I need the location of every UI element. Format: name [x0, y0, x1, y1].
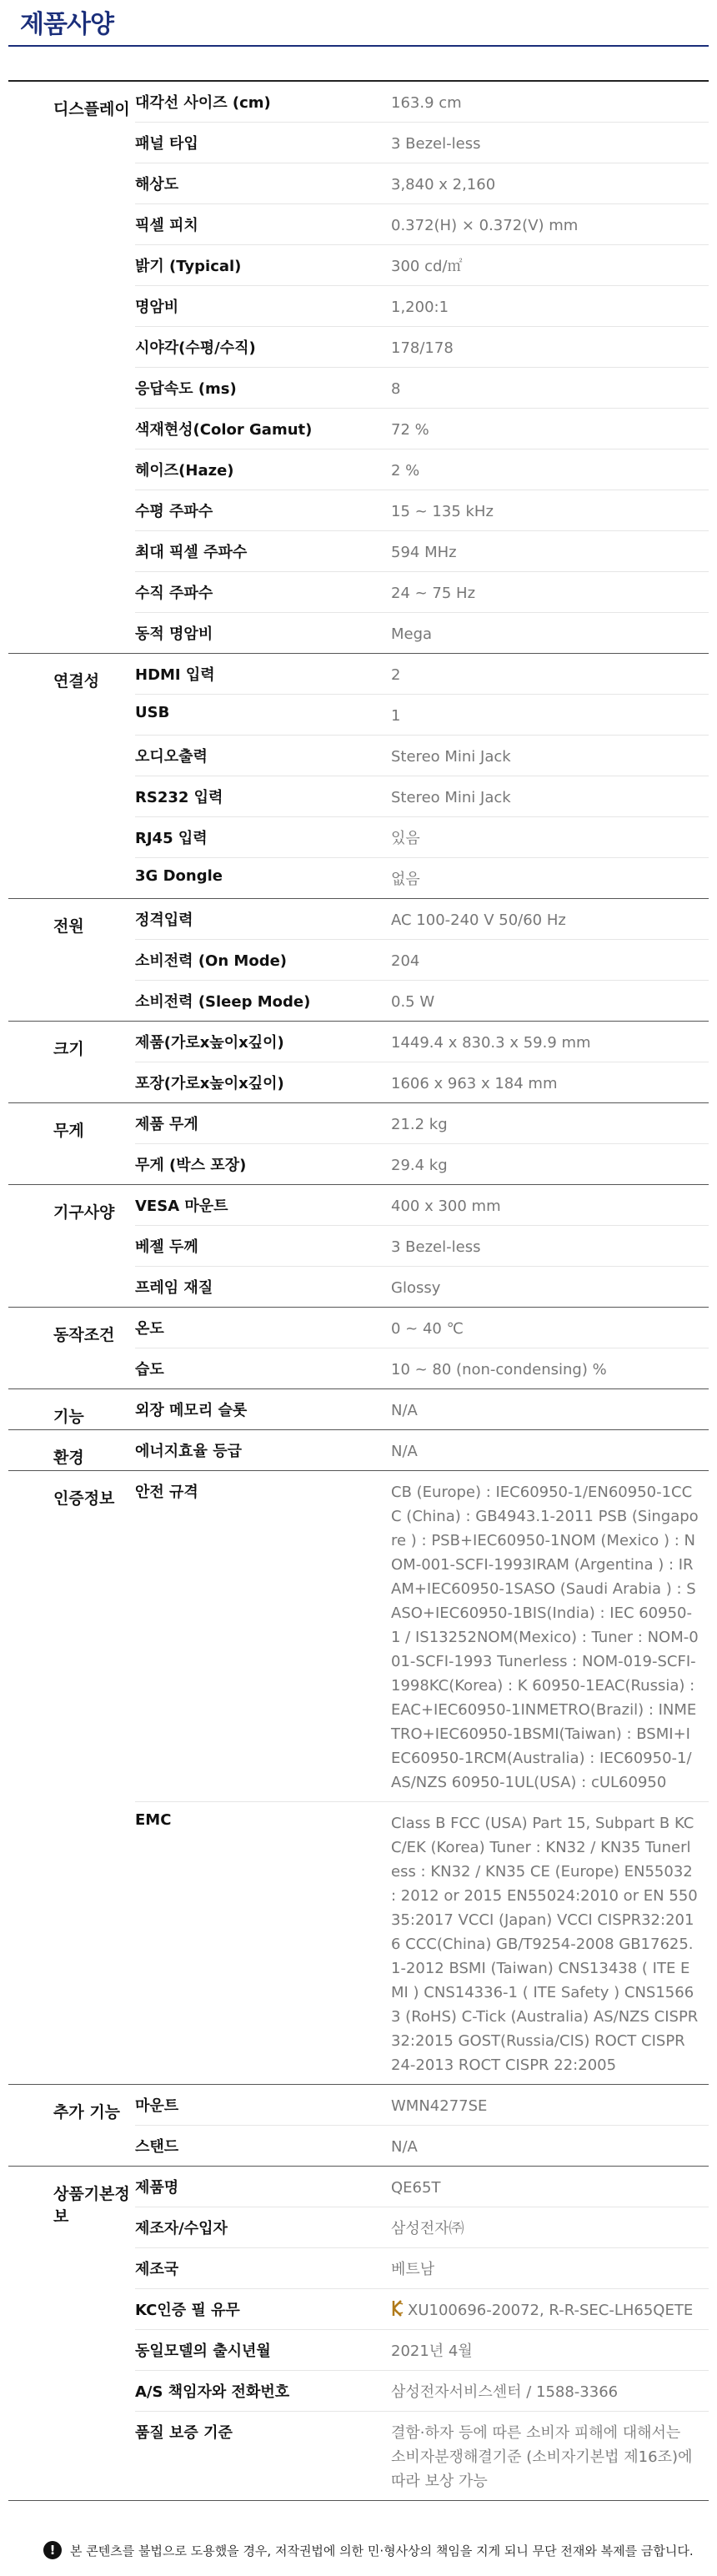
spec-value: Stereo Mini Jack: [391, 748, 511, 766]
copyright-text: 본 콘텐츠를 불법으로 도용했을 경우, 저작권법에 의한 민·형사상의 책임을 지게 되니 무단 전재와 복제를 금합니다.: [70, 2543, 694, 2558]
spec-row: [135, 1267, 709, 1307]
spec-label: 소비전력 (On Mode): [135, 952, 288, 970]
spec-value-cell: [391, 940, 709, 980]
spec-value-cell: [391, 163, 709, 203]
spec-row: [135, 2167, 709, 2207]
spec-label: 밝기 (Typical): [135, 258, 242, 275]
spec-value: 24 ~ 75 Hz: [391, 585, 476, 602]
spec-value: 15 ~ 135 kHz: [391, 503, 494, 520]
spec-value: 삼성전자㈜: [391, 2220, 464, 2237]
spec-row: [135, 1348, 709, 1388]
spec-label: USB: [135, 704, 170, 721]
spec-rows: [135, 899, 709, 1021]
spec-value: Mega: [391, 625, 433, 643]
spec-label: 대각선 사이즈 (cm): [135, 94, 271, 112]
spec-value: Class B FCC (USA) Part 15, Subpart B KCC/EK (Korea) Tuner : KN32 / KN35 Tunerless : KN32 / KN35 CE (Europe) EN55032 : 2012 or 2015 EN55024:2010 or EN 55035:2017 VCCI (Japan) VCCI CISPR32:2016 CCC(China) GB/T9254-2008 GB17625.1-2012 BSMI (Taiwan) CNS13438 ( ITE EMI ) CNS14336-1 ( ITE Safety ) CNS15663 (RoHS) C-Tick (Australia) AS/NZS CISPR32:2015 GOST(Russia/CIS) ROCT CISPR 24-2013 ROCT CISPR 22:2005: [391, 1815, 699, 2074]
spec-label: 온도: [135, 1320, 164, 1338]
copyright-notice: [0, 2541, 717, 2559]
page-title: 제품사양: [8, 0, 709, 47]
spec-value: 3,840 x 2,160: [391, 176, 496, 193]
spec-value: 1: [391, 707, 401, 725]
spec-value-cell: [391, 123, 709, 163]
spec-row: [135, 327, 709, 368]
spec-value: 204: [391, 952, 420, 970]
spec-rows: [135, 1430, 709, 1470]
spec-rows: [135, 1389, 709, 1429]
spec-row: [135, 572, 709, 613]
spec-label: 외장 메모리 슬롯: [135, 1402, 248, 1419]
spec-value: 21.2 kg: [391, 1116, 448, 1133]
spec-row: [135, 776, 709, 817]
spec-row: [135, 695, 709, 736]
spec-row: [135, 1062, 709, 1102]
spec-value: 1449.4 x 830.3 x 59.9 mm: [391, 1034, 591, 1052]
spec-row: [135, 531, 709, 572]
spec-group: [8, 2085, 709, 2167]
spec-value-cell: [391, 2289, 709, 2329]
spec-rows: [135, 2167, 709, 2500]
spec-group-name: 환경: [53, 1449, 84, 1467]
spec-value: QE65T: [391, 2179, 441, 2197]
spec-row: [135, 82, 709, 123]
spec-label: 마운트: [135, 2097, 179, 2115]
spec-value-cell: [391, 695, 709, 735]
spec-row: [135, 940, 709, 981]
spec-rows: [135, 1308, 709, 1388]
spec-value-cell: [391, 1103, 709, 1143]
spec-label: 오디오출력: [135, 748, 208, 766]
spec-label: 무게 (박스 포장): [135, 1157, 247, 1174]
spec-value: Stereo Mini Jack: [391, 789, 511, 806]
spec-label: 품질 보증 기준: [135, 2424, 233, 2442]
spec-label: HDMI 입력: [135, 666, 215, 684]
spec-group: [8, 1430, 709, 1471]
spec-value-cell: [391, 654, 709, 694]
spec-value-cell: [391, 2167, 709, 2207]
spec-value: N/A: [391, 2138, 418, 2156]
spec-value: 0 ~ 40 ℃: [391, 1320, 464, 1338]
spec-group-name: 전원: [53, 917, 84, 936]
spec-label: 제품 무게: [135, 1116, 198, 1133]
spec-row: [135, 613, 709, 653]
spec-row: [135, 1185, 709, 1226]
spec-value-cell: [391, 1226, 709, 1266]
spec-row: [135, 2412, 709, 2500]
spec-value: 있음: [391, 830, 420, 847]
spec-value-cell: [391, 1267, 709, 1307]
spec-value: 베트남: [391, 2261, 435, 2278]
spec-row: [135, 368, 709, 409]
spec-value: 1,200:1: [391, 299, 449, 316]
spec-value-cell: [391, 817, 709, 857]
spec-value: 29.4 kg: [391, 1157, 448, 1174]
spec-value-cell: [391, 2085, 709, 2125]
spec-label: 제조자/수입자: [135, 2220, 228, 2237]
spec-group: [8, 1389, 709, 1430]
spec-group-name: 상품기본정보: [53, 2185, 130, 2226]
spec-group-name: 기능: [53, 1408, 84, 1426]
spec-value: 없음: [391, 871, 420, 888]
spec-value-cell: [391, 327, 709, 367]
spec-label: 정격입력: [135, 911, 193, 929]
spec-row: [135, 1802, 709, 2084]
spec-label: 포장(가로x높이x깊이): [135, 1075, 284, 1092]
spec-value-cell: [391, 2330, 709, 2370]
spec-row: [135, 1471, 709, 1802]
spec-value-cell: [391, 1144, 709, 1184]
spec-row: [135, 1308, 709, 1348]
spec-group-name: 무게: [53, 1122, 84, 1140]
spec-value-cell: [391, 1471, 709, 1801]
spec-group: [8, 1471, 709, 2085]
spec-label: EMC: [135, 1811, 172, 1829]
spec-label: A/S 책임자와 전화번호: [135, 2383, 290, 2401]
spec-value-cell: [391, 409, 709, 449]
spec-rows: [135, 2085, 709, 2166]
spec-value-cell: [391, 490, 709, 530]
spec-label: 수평 주파수: [135, 503, 213, 520]
spec-value-cell: [391, 1062, 709, 1102]
spec-rows: [135, 1185, 709, 1307]
spec-label: 동적 명암비: [135, 625, 213, 643]
spec-group: [8, 654, 709, 899]
spec-value: Glossy: [391, 1279, 441, 1297]
spec-group-name: 기구사양: [53, 1203, 115, 1222]
spec-label: 에너지효율 등급: [135, 1443, 242, 1460]
spec-value-cell: [391, 1802, 709, 2084]
spec-value: N/A: [391, 1402, 418, 1419]
spec-label: 픽셀 피치: [135, 217, 198, 234]
spec-row: [135, 2289, 709, 2330]
spec-value-cell: [391, 1185, 709, 1225]
spec-label: 제품(가로x높이x깊이): [135, 1034, 284, 1052]
spec-label: 제조국: [135, 2261, 179, 2278]
spec-value-cell: [391, 899, 709, 939]
spec-row: [135, 858, 709, 898]
spec-label: VESA 마운트: [135, 1198, 228, 1215]
spec-row: [135, 1430, 709, 1470]
spec-row: [135, 2371, 709, 2412]
spec-group: [8, 2167, 709, 2501]
spec-row: [135, 1389, 709, 1429]
spec-value: N/A: [391, 1443, 418, 1460]
spec-value: 10 ~ 80 (non-condensing) %: [391, 1361, 607, 1378]
spec-group-name: 크기: [53, 1040, 84, 1058]
spec-row: [135, 204, 709, 245]
spec-group-name: 연결성: [53, 672, 100, 690]
spec-value-cell: [391, 531, 709, 571]
spec-rows: [135, 1103, 709, 1184]
spec-row: [135, 2330, 709, 2371]
spec-row: [135, 490, 709, 531]
spec-label: 패널 타입: [135, 135, 198, 153]
spec-label: RJ45 입력: [135, 830, 208, 847]
spec-label: 헤이즈(Haze): [135, 462, 234, 480]
spec-group: [8, 899, 709, 1022]
spec-label: 소비전력 (Sleep Mode): [135, 993, 311, 1011]
spec-label: 3G Dongle: [135, 867, 223, 885]
spec-value: 8: [391, 380, 401, 398]
spec-value-cell: [391, 204, 709, 244]
spec-value-cell: [391, 2248, 709, 2288]
spec-value-cell: [391, 368, 709, 408]
spec-row: [135, 409, 709, 449]
spec-value-cell: [391, 2412, 709, 2500]
spec-group: [8, 1022, 709, 1103]
spec-row: [135, 981, 709, 1021]
spec-rows: [135, 1471, 709, 2084]
spec-value-cell: [391, 1389, 709, 1429]
spec-value-cell: [391, 613, 709, 653]
spec-value-cell: [391, 1308, 709, 1348]
spec-value: 결함·하자 등에 따른 소비자 피해에 대해서는 소비자분쟁해결기준 (소비자기본법 제16조)에 따라 보상 가능: [391, 2424, 693, 2490]
spec-group: [8, 82, 709, 654]
spec-value-cell: [391, 286, 709, 326]
spec-label: 응답속도 (ms): [135, 380, 237, 398]
spec-row: [135, 736, 709, 776]
spec-rows: [135, 1022, 709, 1102]
spec-label: 습도: [135, 1361, 164, 1378]
spec-value-cell: [391, 858, 709, 898]
spec-row: [135, 2248, 709, 2289]
spec-value-cell: [391, 1430, 709, 1470]
spec-row: [135, 817, 709, 858]
spec-value: 2 %: [391, 462, 420, 480]
spec-value-cell: [391, 2126, 709, 2166]
spec-row: [135, 245, 709, 286]
spec-value: CB (Europe) : IEC60950-1/EN60950-1CCC (China) : GB4943.1-2011 PSB (Singapore ) : PSB+IEC60950-1NOM (Mexico ) : NOM-001-SCFI-1993IRAM (Argentina ) : IRAM+IEC60950-1SASO (Saudi Arabia ) : SASO+IEC60950-1BIS(India) : IEC 60950-1 / IS13252NOM(Mexico) : Tuner : NOM-001-SCFI-1993 Tunerless : NOM-019-SCFI-1998KC(Korea) : K 60950-1EAC(Russia) : EAC+IEC60950-1INMETRO(Brazil) : INMETRO+IEC60950-1BSMI(Taiwan) : BSMI+IEC60950-1RCM(Australia) : IEC60950-1/AS/NZS 60950-1UL(USA) : cUL60950: [391, 1484, 699, 1791]
spec-row: [135, 163, 709, 204]
spec-value: XU100696-20072, R-R-SEC-LH65QETE: [408, 2302, 694, 2319]
warning-icon: !: [43, 2541, 62, 2559]
spec-value: 594 MHz: [391, 544, 457, 561]
spec-value-cell: [391, 1022, 709, 1062]
spec-value-cell: [391, 776, 709, 816]
spec-group: [8, 1103, 709, 1185]
spec-value-cell: [391, 736, 709, 776]
spec-value: AC 100-240 V 50/60 Hz: [391, 911, 566, 929]
spec-value: 72 %: [391, 421, 429, 439]
spec-value: 1606 x 963 x 184 mm: [391, 1075, 558, 1092]
spec-value-cell: [391, 2207, 709, 2247]
spec-row: [135, 1226, 709, 1267]
spec-value: 3 Bezel-less: [391, 135, 481, 153]
spec-value-cell: [391, 572, 709, 612]
spec-value: WMN4277SE: [391, 2097, 488, 2115]
spec-label: 베젤 두께: [135, 1238, 198, 1256]
spec-row: [135, 899, 709, 940]
spec-label: 제품명: [135, 2179, 179, 2197]
spec-row: [135, 2207, 709, 2248]
spec-row: [135, 2085, 709, 2126]
spec-value: 2: [391, 666, 401, 684]
spec-row: [135, 1144, 709, 1184]
spec-rows: [135, 82, 709, 653]
spec-row: [135, 286, 709, 327]
spec-row: [135, 2126, 709, 2166]
spec-value: 163.9 cm: [391, 94, 462, 112]
kc-certification-icon: [391, 2298, 404, 2318]
spec-label: 동일모델의 출시년월: [135, 2343, 271, 2360]
spec-group: [8, 1308, 709, 1389]
spec-label: 스탠드: [135, 2138, 179, 2156]
spec-value-cell: [391, 82, 709, 122]
spec-row: [135, 449, 709, 490]
spec-value-cell: [391, 449, 709, 490]
spec-row: [135, 1103, 709, 1144]
spec-label: KC인증 필 유무: [135, 2302, 240, 2319]
spec-label: 안전 규격: [135, 1484, 198, 1501]
spec-label: RS232 입력: [135, 789, 223, 806]
spec-value: 3 Bezel-less: [391, 1238, 481, 1256]
spec-label: 수직 주파수: [135, 585, 213, 602]
spec-label: 해상도: [135, 176, 179, 193]
spec-value-cell: [391, 245, 709, 285]
spec-value-cell: [391, 981, 709, 1021]
spec-rows: [135, 654, 709, 898]
spec-row: [135, 654, 709, 695]
spec-value: 178/178: [391, 339, 454, 357]
spec-group: [8, 1185, 709, 1308]
spec-value: 300 cd/㎡: [391, 258, 463, 275]
spec-value: 2021년 4월: [391, 2343, 473, 2360]
spec-row: [135, 123, 709, 163]
spec-group-name: 동작조건: [53, 1326, 115, 1344]
spec-row: [135, 1022, 709, 1062]
spec-label: 명암비: [135, 299, 179, 316]
spec-group-name: 추가 기능: [53, 2103, 121, 2122]
spec-label: 최대 픽셀 주파수: [135, 544, 248, 561]
spec-value: 400 x 300 mm: [391, 1198, 501, 1215]
spec-value-cell: [391, 2371, 709, 2411]
spec-group-name: 인증정보: [53, 1489, 115, 1508]
spec-value: 0.5 W: [391, 993, 435, 1011]
spec-value: 삼성전자서비스센터 / 1588-3366: [391, 2383, 619, 2401]
spec-label: 프레임 재질: [135, 1279, 213, 1297]
spec-value-cell: [391, 1348, 709, 1388]
spec-table: [8, 80, 709, 2501]
spec-label: 색재현성(Color Gamut): [135, 421, 313, 439]
spec-group-name: 디스플레이: [53, 100, 130, 118]
spec-label: 시야각(수평/수직): [135, 339, 256, 357]
spec-value: 0.372(H) × 0.372(V) mm: [391, 217, 579, 234]
